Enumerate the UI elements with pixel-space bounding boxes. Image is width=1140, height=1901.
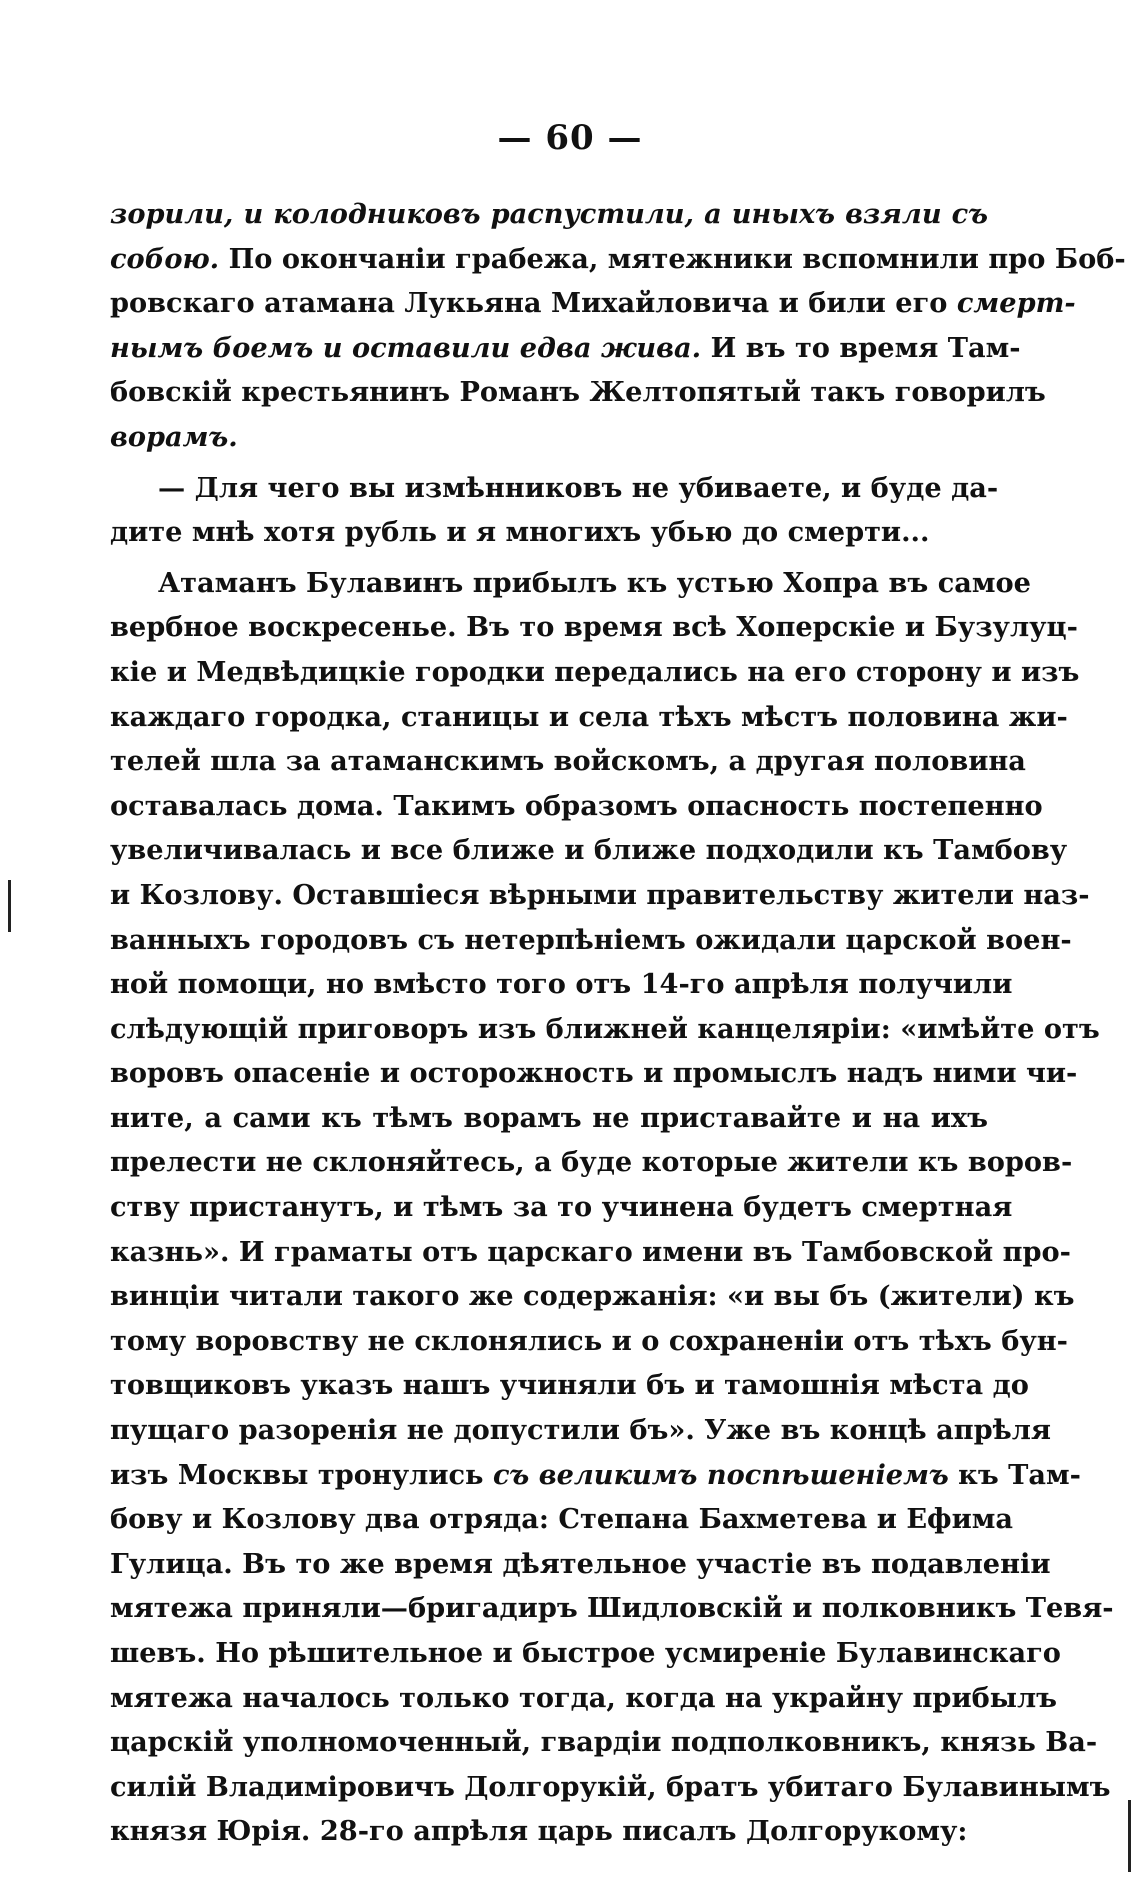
line-text: ству пристанутъ, и тѣмъ за то учинена будетъ смертная xyxy=(110,1191,1013,1224)
line-text: ванныхъ городовъ съ нетерпѣніемъ ожидали царской воен- xyxy=(110,923,1072,956)
text-line xyxy=(110,695,1068,740)
line-text: ной помощи, но вмѣсто того отъ 14-го апрѣля получили xyxy=(110,968,1013,1001)
line-text: товщиковъ указъ нашъ учиняли бъ и тамошнія мѣста до xyxy=(110,1369,1029,1402)
italic-text: нымъ боемъ и оставили едва жива. xyxy=(110,331,702,364)
text-line xyxy=(110,784,1043,829)
text-line xyxy=(110,1274,1075,1319)
text-line xyxy=(110,918,1072,963)
text-line xyxy=(110,1408,1052,1453)
text-line xyxy=(110,1676,1058,1721)
italic-text: зорили, и колодниковъ распустили, а иныхъ взяли съ xyxy=(110,198,988,230)
text-line xyxy=(110,1096,988,1141)
line-text: винціи читали такого же содержанія: «и вы бъ (жители) къ xyxy=(110,1280,1075,1313)
line-text: ните, а сами къ тѣмъ ворамъ не приставайте и на ихъ xyxy=(110,1101,988,1134)
line-text: увеличивалась и все ближе и ближе подходили къ Тамбову xyxy=(110,834,1068,867)
line-text: Гулица. Въ то же время дѣятельное участіе въ подавленіи xyxy=(110,1547,1051,1580)
text-line xyxy=(110,1185,1013,1230)
line-text: и Козлову. Оставшіеся вѣрными правительству жители наз- xyxy=(110,878,1090,911)
line-text: ровскаго атамана Лукьяна Михайловича и били его xyxy=(110,287,957,320)
italic-text: ворамъ. xyxy=(110,420,238,453)
text-line xyxy=(110,1542,1051,1587)
italic-text: смерт- xyxy=(956,287,1076,320)
line-text: тому воровству не склонялись и о сохраненіи отъ тѣхъ бун- xyxy=(110,1324,1068,1357)
line-text: силій Владиміровичъ Долгорукій, братъ убитаго Булавинымъ xyxy=(110,1770,1111,1803)
text-line xyxy=(110,237,1126,282)
line-text: пущаго разоренія не допустили бъ». Уже въ концѣ апрѣля xyxy=(110,1414,1052,1447)
line-text: телей шла за атаманскимъ войскомъ, а другая половина xyxy=(110,745,1026,778)
line-text: бову и Козлову два отряда: Степана Бахметева и Ефима xyxy=(110,1503,1013,1536)
text-line xyxy=(110,1809,988,1854)
text-line xyxy=(110,1051,1078,1096)
text-line xyxy=(110,1765,1111,1810)
line-text: вербное воскресенье. Въ то время всѣ Хоперскіе и Бузулуц- xyxy=(110,611,1078,644)
line-text: кіе и Медвѣдицкіе городки передались на его сторону и изъ xyxy=(110,655,1080,688)
text-line xyxy=(110,873,1090,918)
text-line xyxy=(110,1497,1013,1542)
text-line xyxy=(110,1586,1114,1631)
line-text: — Для чего вы измѣнниковъ не убиваете, и буде да- xyxy=(158,471,999,504)
text-line xyxy=(110,650,1080,695)
line-text: шевъ. Но рѣшительное и быстрое усмиреніе Булавинскаго xyxy=(110,1637,1061,1669)
line-text: царскій уполномоченный, гвардіи подполковникъ, князь Ва- xyxy=(110,1726,1098,1759)
text-line xyxy=(110,828,1068,873)
line-text: бовскій крестьянинъ Романъ Желтопятый такъ говорилъ xyxy=(110,376,1046,409)
text-line xyxy=(110,370,1046,415)
line-text: Атаманъ Булавинъ прибылъ къ устью Хопра въ самое xyxy=(158,566,1031,599)
text-line xyxy=(110,561,1031,606)
text-line xyxy=(110,1720,1098,1765)
text-line xyxy=(110,415,988,460)
line-text: къ Там- xyxy=(948,1458,1081,1491)
line-text: По окончаніи грабежа, мятежники вспомнили про Боб- xyxy=(219,242,1126,275)
line-text: казнь». И граматы отъ царскаго имени въ Тамбовской про- xyxy=(110,1235,1071,1268)
text-line xyxy=(110,466,999,511)
scan-mark-bottom-right xyxy=(1128,1800,1131,1872)
line-text: изъ Москвы тронулись xyxy=(110,1458,493,1491)
line-text: оставалась дома. Такимъ образомъ опасность постепенно xyxy=(110,789,1043,822)
line-text: слѣдующій приговоръ изъ ближней канцеляріи: «имѣйте отъ xyxy=(110,1012,1100,1045)
italic-text: собою. xyxy=(110,242,220,275)
page-number: — 60 — xyxy=(497,118,643,158)
line-text: прелести не склоняйтесь, а буде которые жители къ воров- xyxy=(110,1146,1073,1179)
line-text: каждаго городка, станицы и села тѣхъ мѣстъ половина жи- xyxy=(110,700,1068,733)
text-line xyxy=(110,1140,1073,1185)
line-text: мятежа началось только тогда, когда на украйну прибылъ xyxy=(110,1681,1058,1714)
text-line xyxy=(110,962,1013,1007)
line-text: дите мнѣ хотя рубль и я многихъ убью до смерти... xyxy=(110,516,930,549)
text-line xyxy=(110,281,1076,326)
text-line xyxy=(110,1363,1029,1408)
text-line xyxy=(110,1319,1068,1364)
text-line xyxy=(110,1631,1061,1676)
line-text: мятежа приняли—бригадиръ Шидловскій и полковникъ Тевя- xyxy=(110,1592,1114,1625)
line-text: князя Юрія. 28-го апрѣля царь писалъ Долгорукому: xyxy=(110,1815,968,1848)
line-text: воровъ опасеніе и осторожность и промыслъ надъ ними чи- xyxy=(110,1057,1078,1090)
italic-text: съ великимъ поспѣшеніемъ xyxy=(492,1458,949,1491)
text-line xyxy=(110,326,1021,371)
text-line xyxy=(110,1230,1071,1275)
scan-mark-left xyxy=(8,880,11,932)
text-line xyxy=(110,1007,1100,1052)
line-text: И въ то время Там- xyxy=(701,331,1021,364)
text-line xyxy=(110,1453,1081,1498)
text-line xyxy=(110,192,988,237)
text-line xyxy=(110,605,1078,650)
body-text xyxy=(110,192,1126,1854)
text-line xyxy=(110,510,988,555)
text-line xyxy=(110,739,1026,784)
